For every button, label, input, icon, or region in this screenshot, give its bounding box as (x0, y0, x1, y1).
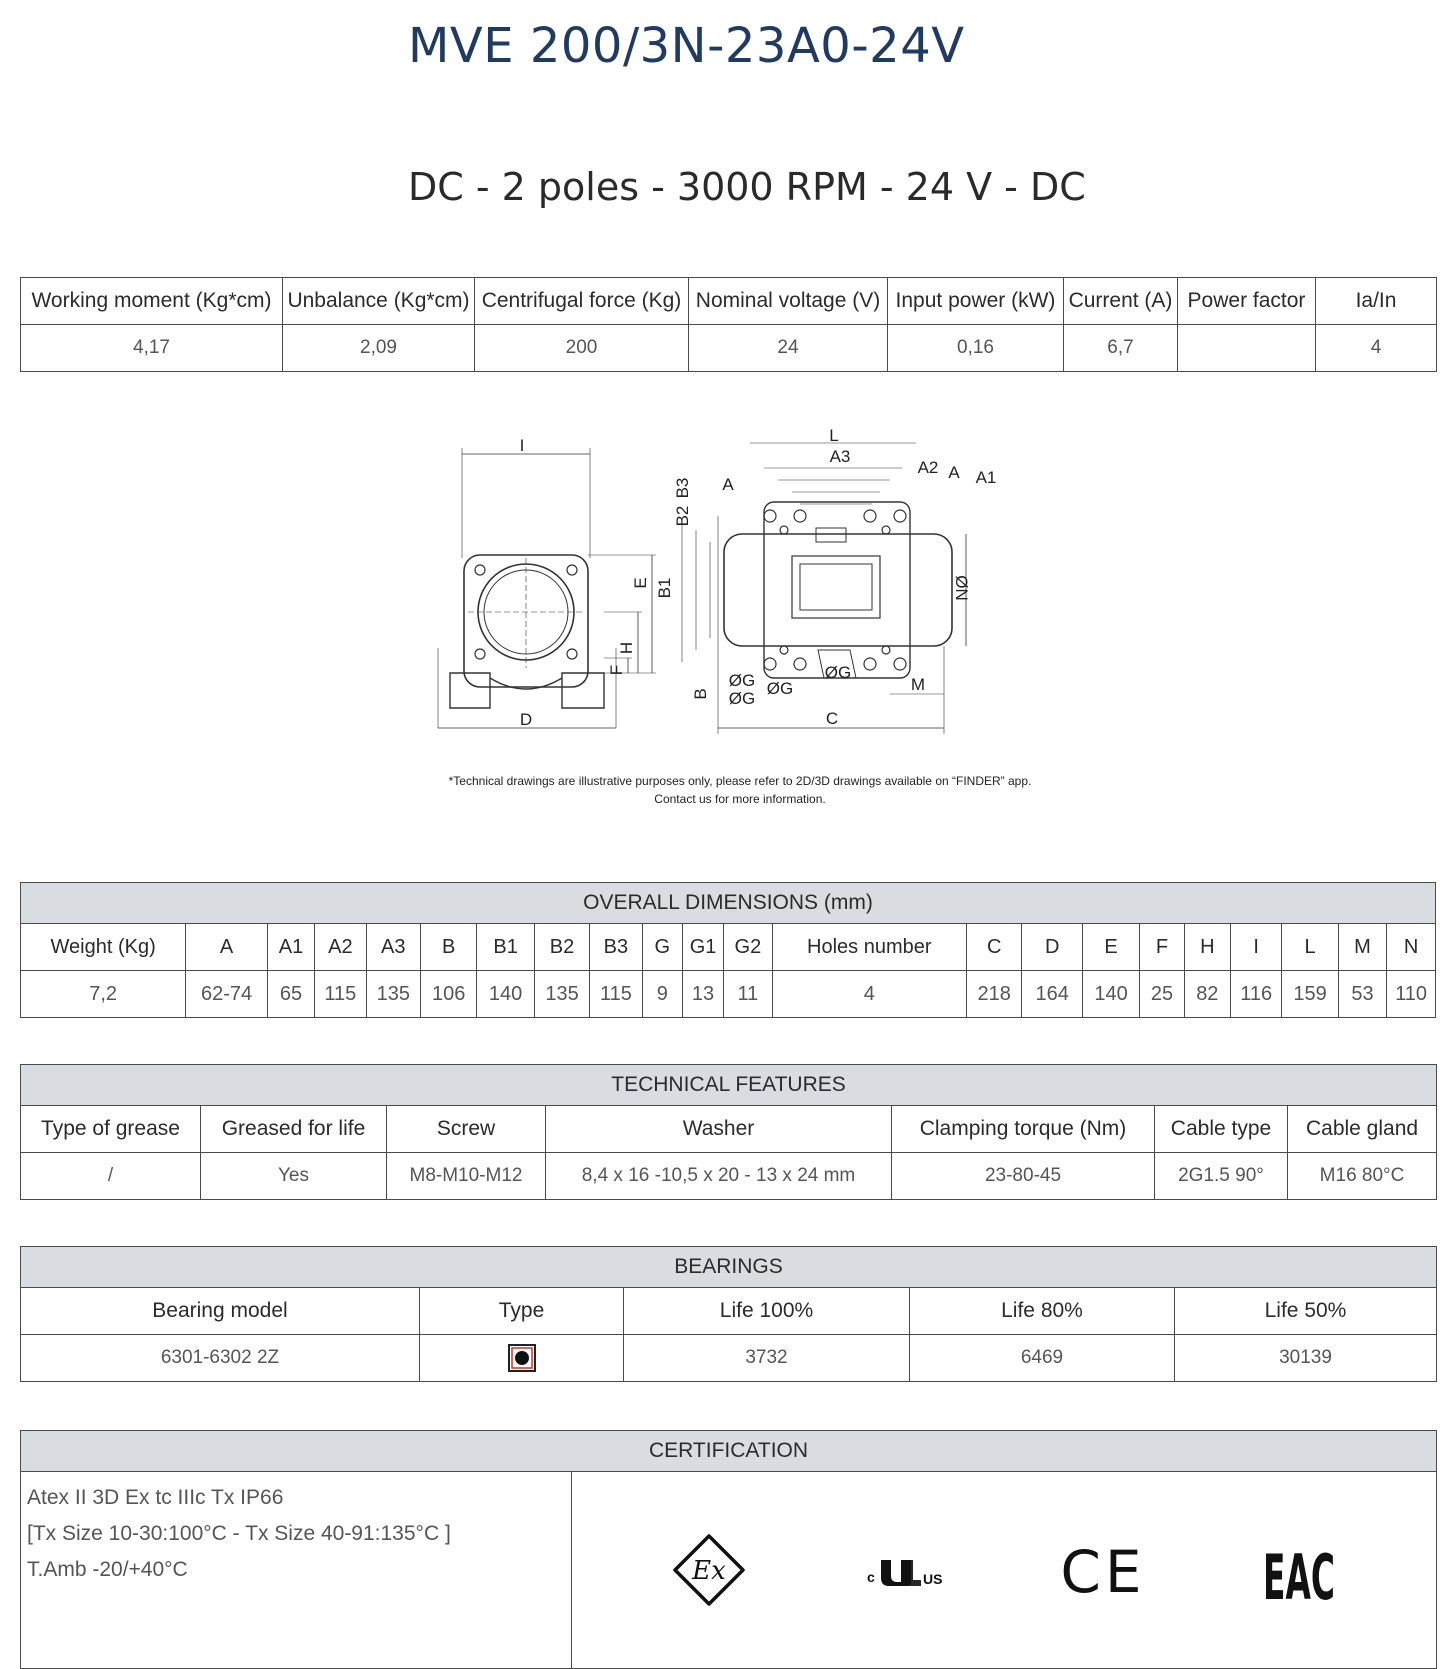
value-nominal-voltage: 24 (689, 325, 888, 372)
dim-header: A (186, 924, 268, 971)
dim-label-l: L (829, 426, 839, 445)
value-input-power: 0,16 (888, 325, 1064, 372)
page-title: MVE 200/3N-23A0-24V (408, 18, 965, 74)
bearing-header-type: Type (420, 1288, 624, 1335)
dim-header: A3 (366, 924, 420, 971)
tech-value-washer: 8,4 x 16 -10,5 x 20 - 13 x 24 mm (546, 1153, 892, 1200)
certification-table (20, 1430, 1437, 1669)
drawing-note-line2: Contact us for more information. (654, 792, 826, 806)
dim-header: A1 (267, 924, 314, 971)
value-centrifugal-force: 200 (475, 325, 689, 372)
dim-label-h: H (617, 641, 636, 655)
dimensions-table (20, 882, 1436, 1018)
dim-value: 116 (1230, 971, 1281, 1018)
dim-value: 135 (534, 971, 589, 1018)
header-ia-in: Ia/In (1316, 278, 1437, 325)
bearing-type-cell (420, 1335, 624, 1382)
performance-header-row (21, 278, 1437, 325)
cul-us-icon (865, 1550, 945, 1590)
dim-header: M (1338, 924, 1386, 971)
performance-table (20, 277, 1437, 372)
dim-value: 115 (315, 971, 366, 1018)
eac-text: EAC (1263, 1541, 1335, 1614)
certification-band: CERTIFICATION (21, 1431, 1437, 1472)
dim-header: G2 (724, 924, 772, 971)
dim-value: 62-74 (186, 971, 268, 1018)
dim-label-e: E (631, 577, 650, 589)
value-current: 6,7 (1064, 325, 1178, 372)
dim-header: A2 (315, 924, 366, 971)
value-power-factor (1178, 325, 1316, 372)
dim-value: 13 (682, 971, 723, 1018)
dim-header: L (1282, 924, 1338, 971)
value-ia-in: 4 (1316, 325, 1437, 372)
certification-text (21, 1472, 572, 1669)
dimensions-value-row (21, 971, 1436, 1018)
tech-header-torque: Clamping torque (Nm) (892, 1106, 1155, 1153)
dim-header: E (1082, 924, 1139, 971)
dim-header: D (1022, 924, 1082, 971)
tech-value-torque: 23-80-45 (892, 1153, 1155, 1200)
side-view (438, 436, 656, 729)
dim-value: 140 (477, 971, 534, 1018)
dim-label-a3: A3 (829, 447, 851, 466)
header-current: Current (A) (1064, 278, 1178, 325)
value-unbalance: 2,09 (283, 325, 475, 372)
dim-label-g4: ØG (824, 663, 852, 682)
bearing-life-100: 3732 (624, 1335, 910, 1382)
dim-label-b3: B3 (673, 477, 692, 499)
dim-header: H (1184, 924, 1230, 971)
dim-label-a2: A2 (917, 458, 939, 477)
technical-drawing (420, 426, 1060, 818)
performance-value-row (21, 325, 1437, 372)
tech-value-screw: M8-M10-M12 (387, 1153, 546, 1200)
bearing-header-life-100: Life 100% (624, 1288, 910, 1335)
dim-label-g1: ØG (728, 671, 756, 690)
drawing-note (400, 772, 1080, 808)
tech-value-grease: / (21, 1153, 201, 1200)
dim-label-n: ØN (952, 575, 971, 601)
dim-label-g3: ØG (766, 679, 794, 698)
header-power-factor: Power factor (1178, 278, 1316, 325)
header-input-power: Input power (kW) (888, 278, 1064, 325)
certification-logos (572, 1472, 1437, 1669)
dim-label-a1: A1 (975, 468, 997, 487)
dim-value: 106 (420, 971, 476, 1018)
dim-label-b1: B1 (655, 577, 674, 599)
tech-header-cable-gland: Cable gland (1288, 1106, 1437, 1153)
dim-header: B2 (534, 924, 589, 971)
dim-value: 140 (1082, 971, 1139, 1018)
tech-value-cable-type: 2G1.5 90° (1155, 1153, 1288, 1200)
dim-header: G (642, 924, 682, 971)
header-centrifugal-force: Centrifugal force (Kg) (475, 278, 689, 325)
bearings-header-row (21, 1288, 1437, 1335)
value-working-moment: 4,17 (21, 325, 283, 372)
header-nominal-voltage: Nominal voltage (V) (689, 278, 888, 325)
tech-header-washer: Washer (546, 1106, 892, 1153)
header-working-moment: Working moment (Kg*cm) (21, 278, 283, 325)
dim-header: N (1387, 924, 1436, 971)
drawing-note-line1: *Technical drawings are illustrative purposes only, please refer to 2D/3D drawings available on “FINDER” app. (448, 774, 1032, 788)
dim-header: Weight (Kg) (21, 924, 186, 971)
dim-value: 4 (772, 971, 966, 1018)
dim-value: 110 (1387, 971, 1436, 1018)
ex-text: Ex (692, 1556, 726, 1586)
bearing-header-life-50: Life 50% (1175, 1288, 1437, 1335)
top-view (655, 426, 996, 734)
eac-mark-icon (1261, 1533, 1337, 1614)
page-subtitle: DC - 2 poles - 3000 RPM - 24 V - DC (408, 165, 1086, 209)
dim-label-c: C (825, 709, 839, 728)
dim-header: I (1230, 924, 1281, 971)
ball-bearing-icon (507, 1343, 537, 1373)
dim-label-b2: B2 (673, 505, 692, 527)
dim-value: 7,2 (21, 971, 186, 1018)
ce-mark-icon (1060, 1538, 1146, 1606)
tech-value-greased: Yes (201, 1153, 387, 1200)
technical-band: TECHNICAL FEATURES (21, 1065, 1437, 1106)
dim-label-a-right: A (948, 463, 960, 482)
dim-label-g2: ØG (728, 689, 756, 708)
bearing-life-80: 6469 (910, 1335, 1175, 1382)
dim-value: 82 (1184, 971, 1230, 1018)
bearing-header-model: Bearing model (21, 1288, 420, 1335)
tech-header-grease: Type of grease (21, 1106, 201, 1153)
technical-value-row (21, 1153, 1437, 1200)
dim-header: B (420, 924, 476, 971)
dim-value: 9 (642, 971, 682, 1018)
bearing-header-life-80: Life 80% (910, 1288, 1175, 1335)
dim-header: B1 (477, 924, 534, 971)
dim-header: F (1140, 924, 1184, 971)
dim-value: 159 (1282, 971, 1338, 1018)
cert-line: Atex II 3D Ex tc IIIc Tx IP66 (27, 1486, 284, 1509)
bearing-life-50: 30139 (1175, 1335, 1437, 1382)
technical-features-table (20, 1064, 1437, 1200)
dim-header: B3 (590, 924, 642, 971)
dim-label-a-left: A (722, 475, 734, 494)
bearings-value-row (21, 1335, 1437, 1382)
bearings-band: BEARINGS (21, 1247, 1437, 1288)
tech-header-greased: Greased for life (201, 1106, 387, 1153)
header-unbalance: Unbalance (Kg*cm) (283, 278, 475, 325)
tech-header-screw: Screw (387, 1106, 546, 1153)
dim-label-f: F (607, 664, 626, 676)
dim-value: 65 (267, 971, 314, 1018)
dim-label-m: M (910, 675, 926, 694)
dim-value: 164 (1022, 971, 1082, 1018)
cert-line: [Tx Size 10-30:100°C - Tx Size 40-91:135°C ] (27, 1522, 451, 1545)
dim-label-d: D (519, 710, 533, 729)
dim-value: 218 (967, 971, 1022, 1018)
dim-header: Holes number (772, 924, 966, 971)
dim-header: C (967, 924, 1022, 971)
cul-c-text: c (867, 1569, 875, 1585)
dim-value: 25 (1140, 971, 1184, 1018)
dim-value: 11 (724, 971, 772, 1018)
dim-value: 53 (1338, 971, 1386, 1018)
dimensions-header-row (21, 924, 1436, 971)
ex-atex-icon (671, 1532, 747, 1608)
technical-header-row (21, 1106, 1437, 1153)
dim-label-b: B (691, 688, 710, 700)
dim-value: 135 (366, 971, 420, 1018)
ce-text: CE (1060, 1538, 1146, 1606)
cul-us-text: US (923, 1571, 943, 1587)
dim-label-i: I (519, 436, 525, 455)
dim-header: G1 (682, 924, 723, 971)
dimensions-band: OVERALL DIMENSIONS (mm) (21, 883, 1436, 924)
bearing-model: 6301-6302 2Z (21, 1335, 420, 1382)
bearings-table (20, 1246, 1437, 1382)
dim-value: 115 (590, 971, 642, 1018)
cert-line: T.Amb -20/+40°C (27, 1558, 188, 1581)
tech-header-cable-type: Cable type (1155, 1106, 1288, 1153)
tech-value-cable-gland: M16 80°C (1288, 1153, 1437, 1200)
